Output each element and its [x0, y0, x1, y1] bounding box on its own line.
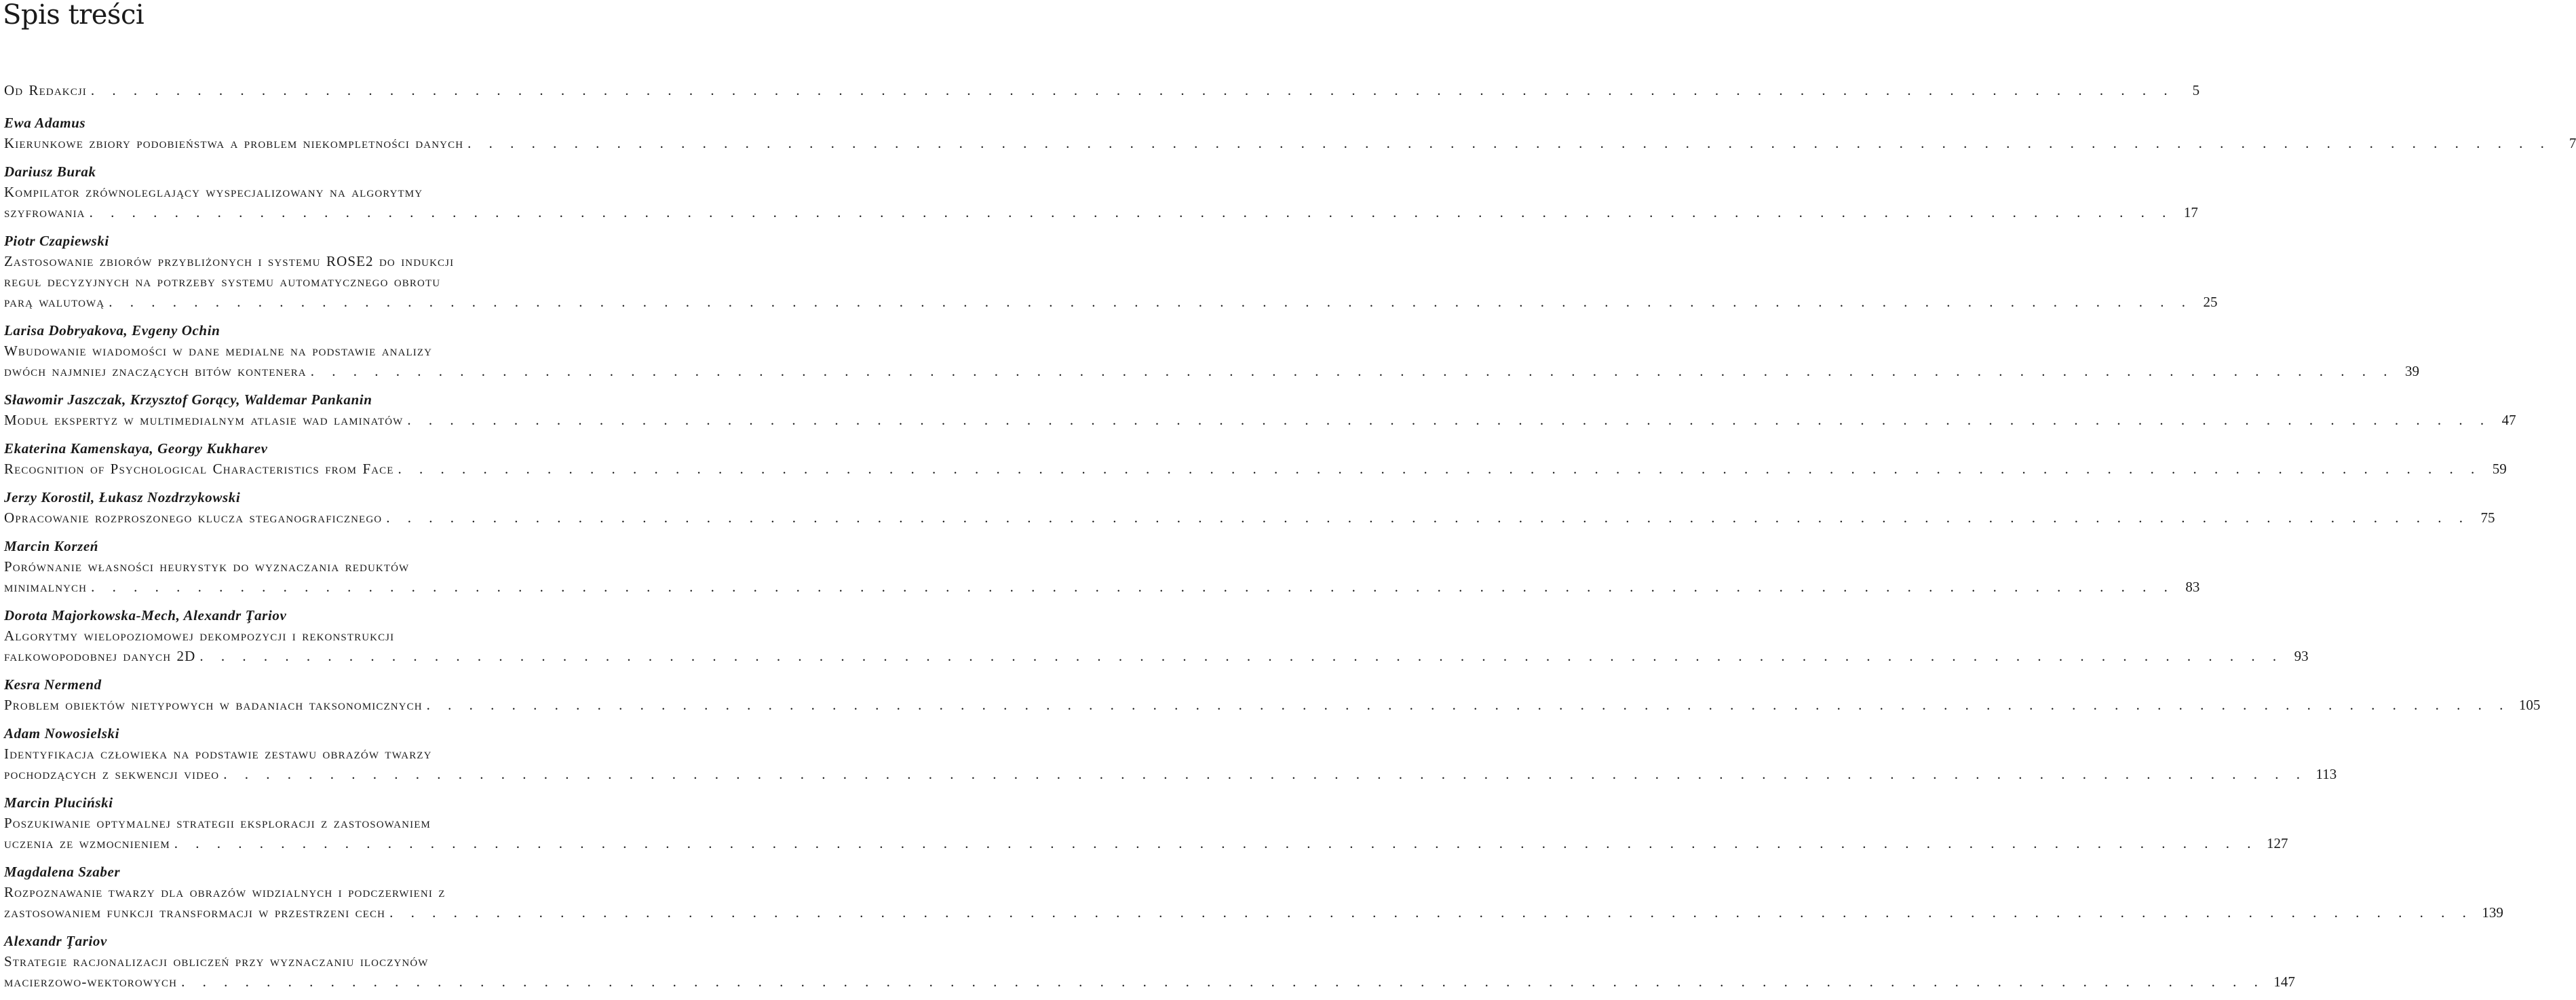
page-number[interactable]: 59 [2492, 461, 2507, 477]
entry-title-final-line [4, 646, 2309, 666]
dot-leader: . . . . . . . . . . . . . . . . . . . . . . . . . . . . . . . . . . . . . . . . . . . . . . . . . . . . . . . . . . . . . . . . . . . . . . . . . . . . . . . . . . . . . . . . . . . . . . . . . . [389, 904, 2473, 921]
entry-title-line: Porównanie własności heurystyk do wyznaczania reduktów [4, 558, 410, 575]
page-number[interactable]: 25 [2203, 294, 2218, 310]
entry-authors: Dariusz Burak [4, 164, 96, 180]
dot-leader: . . . . . . . . . . . . . . . . . . . . . . . . . . . . . . . . . . . . . . . . . . . . . . . . . . . . . . . . . . . . . . . . . . . . . . . . . . . . . . . . . . . . . . . . . . . . . . . . . . [199, 648, 2283, 664]
entry-title-final-line [4, 292, 2218, 312]
toc-entry[interactable] [4, 438, 2507, 479]
entry-title-line: Identyfikacja człowieka na podstawie zestawu obrazów twarzy [4, 746, 432, 762]
entry-title-line: Algorytmy wielopoziomowej dekompozycji i rekonstrukcji [4, 628, 395, 644]
page-number[interactable]: 47 [2501, 412, 2516, 428]
toc-entry[interactable] [4, 487, 2495, 528]
toc-entry[interactable] [4, 389, 2516, 430]
entry-title-text: pochodzących z sekwencji video [4, 766, 220, 782]
entry-title-text: Recognition of Psychological Characteristics from Face [4, 461, 394, 477]
dot-leader: . . . . . . . . . . . . . . . . . . . . . . . . . . . . . . . . . . . . . . . . . . . . . . . . . . . . . . . . . . . . . . . . . . . . . . . . . . . . . . . . . . . . . . . . . . . . . . . . . . [89, 204, 2172, 220]
toc-entry[interactable] [4, 320, 2419, 381]
dot-leader: . . . . . . . . . . . . . . . . . . . . . . . . . . . . . . . . . . . . . . . . . . . . . . . . . . . . . . . . . . . . . . . . . . . . . . . . . . . . . . . . . . . . . . . . . . . . . . . . . . [90, 82, 2174, 98]
page-number[interactable]: 83 [2185, 579, 2200, 595]
dot-leader: . . . . . . . . . . . . . . . . . . . . . . . . . . . . . . . . . . . . . . . . . . . . . . . . . . . . . . . . . . . . . . . . . . . . . . . . . . . . . . . . . . . . . . . . . . . . . . . . . . [407, 412, 2491, 428]
dot-leader: . . . . . . . . . . . . . . . . . . . . . . . . . . . . . . . . . . . . . . . . . . . . . . . . . . . . . . . . . . . . . . . . . . . . . . . . . . . . . . . . . . . . . . . . . . . . . . . . . . [426, 697, 2510, 713]
dot-leader: . . . . . . . . . . . . . . . . . . . . . . . . . . . . . . . . . . . . . . . . . . . . . . . . . . . . . . . . . . . . . . . . . . . . . . . . . . . . . . . . . . . . . . . . . . . . . . . . . . [398, 461, 2481, 477]
toc-entry[interactable] [4, 231, 2218, 312]
entry-title-text: Problem obiektów nietypowych w badaniach taksonomicznych [4, 697, 423, 713]
entry-title-final-line [4, 507, 2495, 528]
entry-title-text: falkowopodobnej danych 2D [4, 648, 196, 664]
entry-title-final-line [4, 972, 2295, 992]
page-number[interactable]: 93 [2294, 648, 2309, 664]
entry-title-text: Opracowanie rozproszonego klucza steganograficznego [4, 509, 383, 526]
entry-title-line: Zastosowanie zbiorów przybliżonych i systemu ROSE2 do indukcji [4, 253, 455, 269]
page-number[interactable]: 139 [2482, 904, 2503, 921]
toc-entry[interactable] [4, 113, 2576, 153]
toc-entry[interactable] [4, 536, 2200, 597]
entry-title-line: Rozpoznawanie twarzy dla obrazów widzialnych i podczerwieni z [4, 884, 446, 900]
entry-title-final-line [4, 695, 2541, 715]
entry-title-final-line [4, 764, 2337, 784]
entry-title-text: uczenia ze wzmocnieniem [4, 835, 170, 851]
entry-title-line: Kompilator zrównoleglający wyspecjalizowany na algorytmy [4, 184, 423, 200]
page-number[interactable]: 17 [2183, 204, 2198, 220]
entry-title-final-line [4, 459, 2507, 479]
entry-title-text: zastosowaniem funkcji transformacji w przestrzeni cech [4, 904, 386, 921]
dot-leader: . . . . . . . . . . . . . . . . . . . . . . . . . . . . . . . . . . . . . . . . . . . . . . . . . . . . . . . . . . . . . . . . . . . . . . . . . . . . . . . . . . . . . . . . . . . . . . . . . . [386, 509, 2469, 526]
entry-title-final-line [4, 902, 2503, 923]
entry-authors: Jerzy Korostil, Łukasz Nozdrzykowski [4, 489, 241, 505]
entry-title-text: parą walutową [4, 294, 105, 310]
page-number[interactable]: 147 [2273, 974, 2295, 990]
entry-authors: Ekaterina Kamenskaya, Georgy Kukharev [4, 440, 268, 457]
entry-title-text: szyfrowania [4, 204, 85, 220]
entry-authors: Kesra Nermend [4, 676, 102, 693]
page-number[interactable]: 105 [2518, 697, 2541, 713]
dot-leader: . . . . . . . . . . . . . . . . . . . . . . . . . . . . . . . . . . . . . . . . . . . . . . . . . . . . . . . . . . . . . . . . . . . . . . . . . . . . . . . . . . . . . . . . . . . . . . . . . . [181, 974, 2265, 990]
toc-entry[interactable] [4, 674, 2541, 715]
entry-title-line: reguł decyzyjnych na potrzeby systemu automatycznego obrotu [4, 273, 441, 290]
toc-entry[interactable] [4, 161, 2198, 223]
toc-entry[interactable] [4, 931, 2295, 992]
entry-authors: Piotr Czapiewski [4, 233, 109, 249]
page-title: Spis treści [3, 0, 145, 31]
dot-leader: . . . . . . . . . . . . . . . . . . . . . . . . . . . . . . . . . . . . . . . . . . . . . . . . . . . . . . . . . . . . . . . . . . . . . . . . . . . . . . . . . . . . . . . . . . . . . . . . . . [310, 363, 2394, 379]
entry-title-final-line [4, 577, 2200, 597]
dot-leader: . . . . . . . . . . . . . . . . . . . . . . . . . . . . . . . . . . . . . . . . . . . . . . . . . . . . . . . . . . . . . . . . . . . . . . . . . . . . . . . . . . . . . . . . . . . . . . . . . . [467, 135, 2551, 151]
entry-authors: Sławomir Jaszczak, Krzysztof Gorący, Waldemar Pankanin [4, 391, 372, 408]
dot-leader: . . . . . . . . . . . . . . . . . . . . . . . . . . . . . . . . . . . . . . . . . . . . . . . . . . . . . . . . . . . . . . . . . . . . . . . . . . . . . . . . . . . . . . . . . . . . . . . . . . [223, 766, 2307, 782]
entry-authors: Marcin Korzeń [4, 538, 99, 554]
dot-leader: . . . . . . . . . . . . . . . . . . . . . . . . . . . . . . . . . . . . . . . . . . . . . . . . . . . . . . . . . . . . . . . . . . . . . . . . . . . . . . . . . . . . . . . . . . . . . . . . . . [174, 835, 2258, 851]
entry-title-line: Poszukiwanie optymalnej strategii eksploracji z zastosowaniem [4, 815, 431, 831]
entry-title-final-line [4, 80, 2200, 100]
dot-leader: . . . . . . . . . . . . . . . . . . . . . . . . . . . . . . . . . . . . . . . . . . . . . . . . . . . . . . . . . . . . . . . . . . . . . . . . . . . . . . . . . . . . . . . . . . . . . . . . . . [109, 294, 2192, 310]
toc-entry[interactable] [4, 862, 2503, 923]
table-of-contents [4, 80, 2576, 1000]
entry-title-text: Od Redakcji [4, 82, 87, 98]
entry-authors: Larisa Dobryakova, Evgeny Ochin [4, 322, 220, 339]
entry-title-text: Moduł ekspertyz w multimedialnym atlasie wad laminatów [4, 412, 404, 428]
entry-title-final-line [4, 202, 2198, 223]
entry-title-line: Strategie racjonalizacji obliczeń przy wyznaczaniu iloczynów [4, 953, 429, 969]
entry-authors: Adam Nowosielski [4, 725, 120, 742]
toc-entry[interactable] [4, 723, 2337, 784]
entry-title-text: minimalnych [4, 579, 88, 595]
entry-authors: Marcin Pluciński [4, 794, 113, 811]
toc-entry[interactable] [4, 792, 2288, 853]
entry-title-text: dwóch najmniej znaczących bitów kontenera [4, 363, 307, 379]
page-number[interactable]: 113 [2315, 766, 2337, 782]
page-number[interactable]: 7 [2569, 135, 2576, 151]
toc-entry[interactable] [4, 605, 2309, 666]
entry-title-text: macierzowo-wektorowych [4, 974, 178, 990]
entry-title-final-line [4, 833, 2288, 853]
entry-authors: Alexandr Ţariov [4, 933, 107, 949]
page-number[interactable]: 39 [2405, 363, 2419, 379]
page-number[interactable]: 75 [2480, 509, 2495, 526]
page-number[interactable]: 5 [2192, 82, 2200, 98]
entry-title-final-line [4, 133, 2576, 153]
toc-entry[interactable] [4, 80, 2200, 100]
entry-title-text: Kierunkowe zbiory podobieństwa a problem niekompletności danych [4, 135, 464, 151]
page-number[interactable]: 127 [2267, 835, 2288, 851]
entry-authors: Dorota Majorkowska-Mech, Alexandr Ţariov [4, 607, 287, 623]
entry-authors: Ewa Adamus [4, 115, 86, 131]
entry-title-final-line [4, 361, 2419, 381]
entry-title-final-line [4, 410, 2516, 430]
entry-title-line: Wbudowanie wiadomości w dane medialne na podstawie analizy [4, 343, 433, 359]
dot-leader: . . . . . . . . . . . . . . . . . . . . . . . . . . . . . . . . . . . . . . . . . . . . . . . . . . . . . . . . . . . . . . . . . . . . . . . . . . . . . . . . . . . . . . . . . . . . . . . . . . [91, 579, 2174, 595]
entry-authors: Magdalena Szaber [4, 864, 121, 880]
